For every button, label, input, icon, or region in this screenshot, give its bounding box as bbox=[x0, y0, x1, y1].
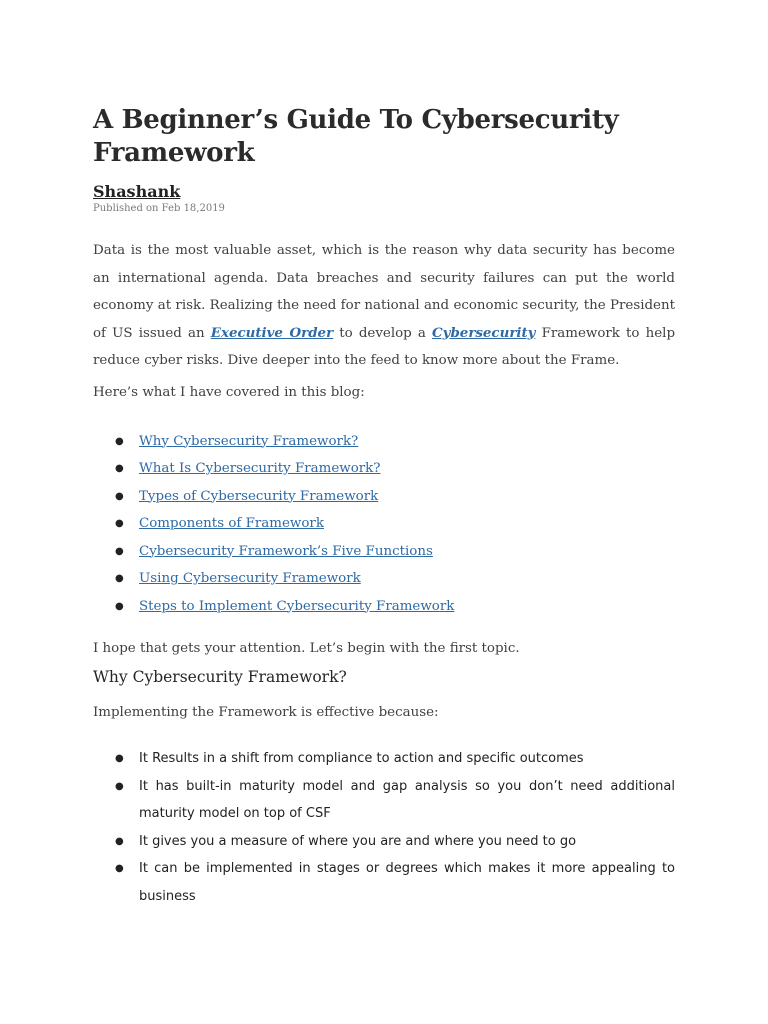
bullet-icon: ● bbox=[115, 835, 124, 847]
table-of-contents bbox=[93, 428, 675, 621]
list-item bbox=[93, 855, 675, 910]
list-item bbox=[93, 773, 675, 828]
intro-text-1: Data is the most valuable asset, which is the reason why data security has become an international agenda. Data breaches and security failures can put the world economy at risk. Realizing the need for national and economic security, the President of US issued an bbox=[93, 243, 675, 341]
reason-text: It can be implemented in stages or degrees which makes it more appealing to business bbox=[139, 861, 675, 904]
toc-link-what[interactable]: What Is Cybersecurity Framework? bbox=[139, 461, 381, 476]
bullet-icon: ● bbox=[115, 463, 124, 474]
toc-item bbox=[93, 428, 675, 456]
toc-item bbox=[93, 455, 675, 483]
intro-text-2: to develop a bbox=[333, 325, 432, 341]
intro-paragraph bbox=[93, 237, 675, 375]
section-heading: Why Cybersecurity Framework? bbox=[93, 668, 347, 686]
executive-order-link[interactable]: Executive Order bbox=[210, 324, 334, 341]
toc-item bbox=[93, 483, 675, 511]
toc-item bbox=[93, 565, 675, 593]
toc-link-steps[interactable]: Steps to Implement Cybersecurity Framework bbox=[139, 598, 455, 614]
bullet-icon: ● bbox=[115, 600, 124, 612]
reasons-list bbox=[93, 745, 675, 910]
covered-label: Here’s what I have covered in this blog: bbox=[93, 384, 365, 400]
bullet-icon: ● bbox=[115, 545, 124, 557]
cybersecurity-link[interactable]: Cybersecurity bbox=[432, 324, 536, 341]
published-date: Published on Feb 18,2019 bbox=[93, 203, 225, 214]
bullet-icon: ● bbox=[115, 573, 124, 584]
author-link[interactable]: Shashank bbox=[93, 182, 181, 201]
bullet-icon: ● bbox=[115, 518, 124, 529]
reason-text: It has built-in maturity model and gap analysis so you don’t need additional maturity model on top of CSF bbox=[139, 778, 675, 821]
reason-text: It gives you a measure of where you are and where you need to go bbox=[139, 833, 577, 849]
article-title: A Beginner’s Guide To Cybersecurity Framework bbox=[93, 105, 619, 168]
toc-link-components[interactable]: Components of Framework bbox=[139, 516, 324, 531]
intro-text-3: Framework to help reduce cyber risks. Dive deeper into the feed to know more about the Frame. bbox=[93, 325, 676, 368]
reason-text: It Results in a shift from compliance to action and specific outcomes bbox=[139, 751, 584, 766]
hope-text: I hope that gets your attention. Let’s begin with the first topic. bbox=[93, 641, 520, 656]
toc-item bbox=[93, 593, 675, 621]
list-item bbox=[93, 828, 675, 856]
article bbox=[93, 104, 675, 910]
toc-item bbox=[93, 510, 675, 538]
implementing-text: Implementing the Framework is effective because: bbox=[93, 705, 439, 720]
list-item bbox=[93, 745, 675, 773]
toc-link-five-functions[interactable]: Cybersecurity Framework’s Five Functions bbox=[139, 543, 433, 559]
toc-link-why[interactable]: Why Cybersecurity Framework? bbox=[139, 433, 359, 449]
bullet-icon: ● bbox=[115, 780, 124, 792]
toc-item bbox=[93, 538, 675, 566]
toc-link-using[interactable]: Using Cybersecurity Framework bbox=[139, 571, 361, 586]
bullet-icon: ● bbox=[115, 753, 124, 764]
bullet-icon: ● bbox=[115, 490, 124, 502]
bullet-icon: ● bbox=[115, 863, 124, 874]
bullet-icon: ● bbox=[115, 435, 124, 447]
toc-link-types[interactable]: Types of Cybersecurity Framework bbox=[139, 488, 379, 504]
